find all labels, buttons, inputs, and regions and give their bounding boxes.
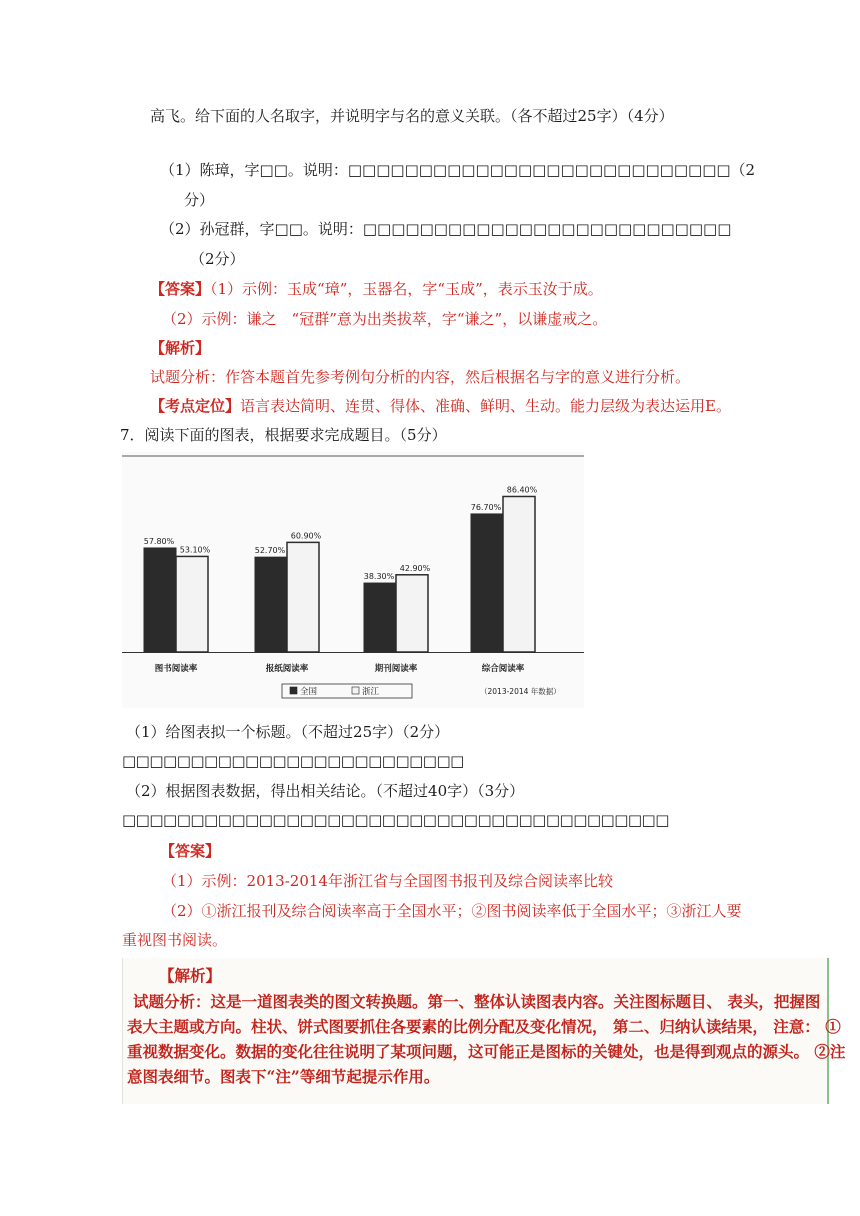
answer-text-1: （1）示例：玉成“璋”，玉器名，字“玉成”，表示玉汝于成。 <box>210 280 603 298</box>
answer-tag: 【答案】 <box>150 280 211 298</box>
sub-question-2: （2）孙冠群，字□□。说明：□□□□□□□□□□□□□□□□□□□□□□□□□□ <box>160 220 732 238</box>
bar-national-1 <box>255 557 287 652</box>
reading-rate-chart <box>122 452 584 708</box>
chart-svg <box>122 452 584 708</box>
legend-label-zhejiang: 浙江 <box>362 687 380 697</box>
kaodian-text: 语言表达简明、连贯、得体、准确、鲜明、生动。能力层级为表达运用E。 <box>240 397 731 415</box>
analysis-tag: 【解析】 <box>150 339 211 357</box>
answer-tag-2: 【答案】 <box>160 842 221 860</box>
chart-note: （2013-2014 年数据） <box>480 687 561 696</box>
bar-national-2 <box>364 583 396 652</box>
data-label-national-2: 38.30% <box>363 572 395 582</box>
sub-question-2-cont: （2分） <box>190 250 245 268</box>
data-label-zhejiang-1: 60.90% <box>290 531 322 541</box>
legend-swatch-national <box>290 687 297 694</box>
analysis-box-line-3: 重视数据变化。数据的变化往往说明了某项问题，这可能正是图标的关键处，也是得到观点的源头。 ②注 <box>127 1042 846 1061</box>
legend-swatch-zhejiang <box>352 687 359 694</box>
answer-blank-2: □□□□□□□□□□□□□□□□□□□□□□□□□□□□□□□□□□□□□□□□ <box>122 811 669 829</box>
data-label-national-1: 52.70% <box>254 546 286 556</box>
analysis-box-line-1: 试题分析：这是一道图表类的图文转换题。第一、整体认读图表内容。关注图标题目、 表头，把握图 <box>133 992 821 1011</box>
analysis-text: 试题分析：作答本题首先参考例句分析的内容，然后根据名与字的意义进行分析。 <box>150 368 691 386</box>
kaodian-line <box>150 396 731 416</box>
question-7-title: 7．阅读下面的图表，根据要求完成题目。（5分） <box>120 426 447 444</box>
answer-blank-1: □□□□□□□□□□□□□□□□□□□□□□□□□ <box>122 752 464 770</box>
bar-zhejiang-1 <box>287 542 319 652</box>
category-label-0: 图书阅读率 <box>154 664 198 674</box>
chart-question-1: （1）给图表拟一个标题。（不超过25字）（2分） <box>126 723 450 741</box>
answer-line-1 <box>150 279 603 299</box>
bar-national-0 <box>144 548 176 652</box>
sub-question-1-cont: 分） <box>184 191 215 209</box>
answer-7-1: （1）示例：2013-2014年浙江省与全国图书报刊及综合阅读率比较 <box>162 872 613 890</box>
analysis-image-box <box>122 958 846 1104</box>
data-label-zhejiang-0: 53.10% <box>179 545 211 555</box>
bar-zhejiang-3 <box>503 496 535 652</box>
analysis-box-line-2: 表大主题或方向。柱状、饼式图要抓住各要素的比例分配及变化情况， 第二、归纳认读结果， 注意： ① <box>127 1017 841 1036</box>
answer-7-2: （2）①浙江报刊及综合阅读率高于全国水平；②图书阅读率低于全国水平；③浙江人要 <box>162 902 742 920</box>
bar-zhejiang-0 <box>176 556 208 652</box>
analysis-box-title: 【解析】 <box>159 966 222 985</box>
answer-line-2: （2）示例：谦之 “冠群”意为出类拔萃，字“谦之”，以谦虚戒之。 <box>162 310 608 328</box>
bar-national-3 <box>471 514 503 652</box>
answer-7-2-cont: 重视图书阅读。 <box>122 931 228 949</box>
question-text-line: 高飞。给下面的人名取字，并说明字与名的意义关联。（各不超过25字）（4分） <box>150 107 674 125</box>
data-label-zhejiang-3: 86.40% <box>506 485 538 495</box>
data-label-national-3: 76.70% <box>470 502 502 512</box>
chart-question-2: （2）根据图表数据，得出相关结论。（不超过40字）（3分） <box>126 782 525 800</box>
data-label-national-0: 57.80% <box>143 536 175 546</box>
sub-question-1: （1）陈璋，字□□。说明：□□□□□□□□□□□□□□□□□□□□□□□□□□□（2 <box>160 161 756 179</box>
category-label-2: 期刊阅读率 <box>374 664 418 674</box>
legend-label-national: 全国 <box>300 687 318 697</box>
data-label-zhejiang-2: 42.90% <box>399 563 431 573</box>
category-label-1: 报纸阅读率 <box>265 664 309 674</box>
category-label-3: 综合阅读率 <box>481 664 525 674</box>
analysis-box-line-4: 意图表细节。图表下“注”等细节起提示作用。 <box>127 1067 440 1086</box>
bar-zhejiang-2 <box>396 575 428 652</box>
kaodian-tag: 【考点定位】 <box>150 397 241 415</box>
